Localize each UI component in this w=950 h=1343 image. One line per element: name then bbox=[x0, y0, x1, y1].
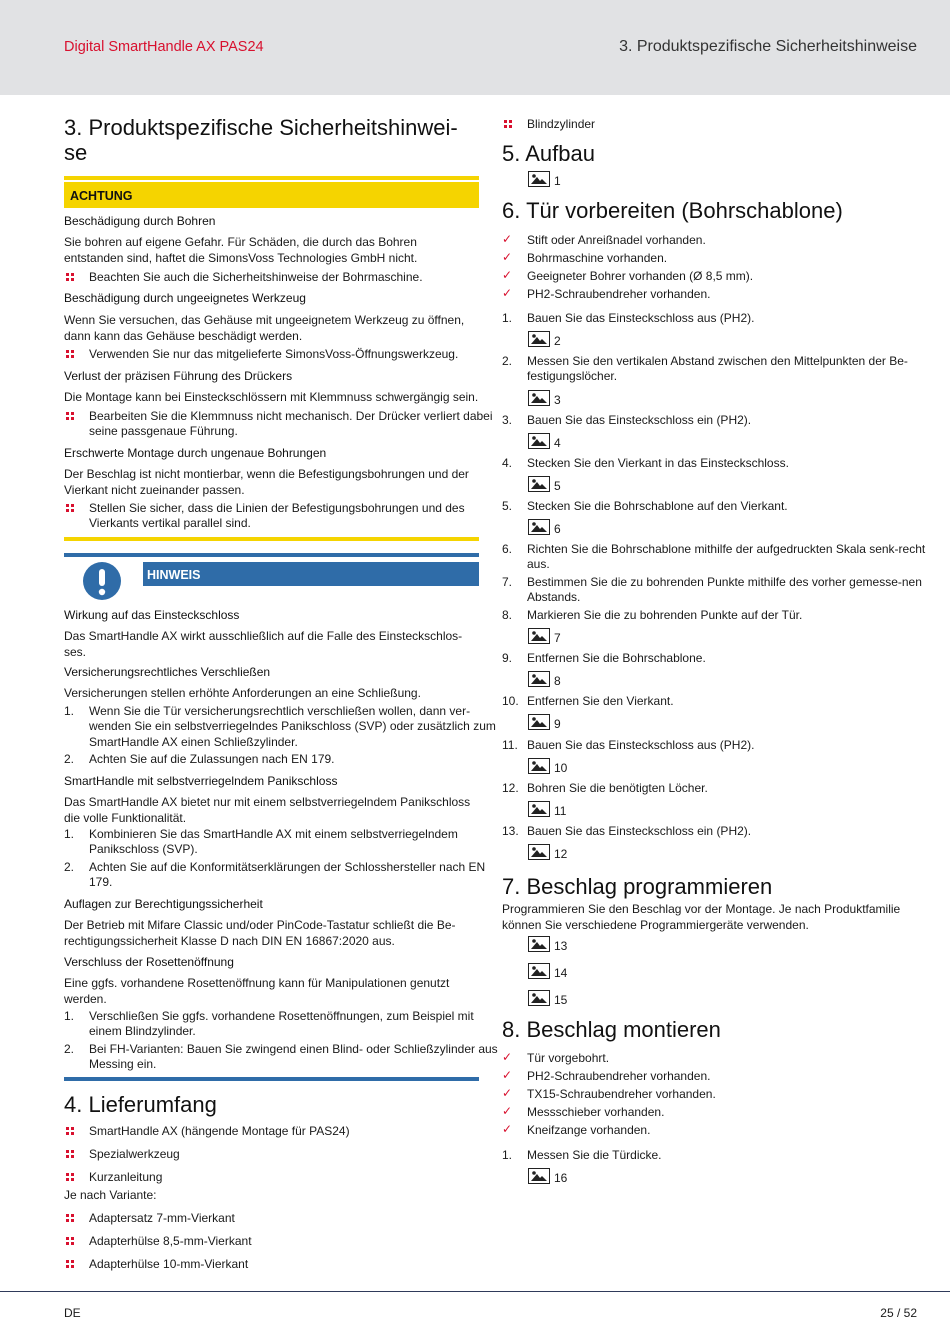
checkmark-icon: ✓ bbox=[502, 250, 513, 264]
tuer-step-5-number: 5. bbox=[502, 499, 513, 513]
tuer-step-5 bbox=[502, 499, 939, 514]
tuer-check-1 bbox=[502, 233, 942, 248]
image-number: 16 bbox=[554, 1171, 568, 1185]
lieferumfang-variant-item-2-text: Adapterhülse 8,5-mm-Vierkant bbox=[89, 1234, 252, 1248]
section-3-title: 3. Produktspezifische Sicherheitshinwei- se bbox=[64, 115, 458, 166]
montieren-step-1-text: Messen Sie die Türdicke. bbox=[527, 1148, 662, 1162]
checkmark-icon: ✓ bbox=[502, 232, 513, 246]
hinweis-list2-item-1-number: 1. bbox=[64, 704, 75, 718]
montieren-step-1 bbox=[502, 1148, 939, 1163]
montieren-step-1-number: 1. bbox=[502, 1148, 513, 1162]
image-placeholder-icon bbox=[528, 671, 550, 687]
achtung-bullet-4-text: Stellen Sie sicher, dass die Linien der Befestigungsbohrungen und des Vierkants vertikal parallel sind. bbox=[89, 501, 465, 531]
square-bullet-icon bbox=[66, 1150, 75, 1159]
tuer-check-2 bbox=[502, 251, 942, 266]
hinweis-list3-item-1-number: 1. bbox=[64, 827, 75, 841]
checkmark-icon: ✓ bbox=[502, 1104, 513, 1118]
image-placeholder-icon bbox=[528, 628, 550, 644]
lieferumfang-item-2-text: Spezialwerkzeug bbox=[89, 1147, 180, 1161]
tuer-step-11-number: 11. bbox=[502, 738, 518, 752]
montieren-check-4 bbox=[502, 1105, 942, 1120]
montieren-check-2-text: PH2-Schraubendreher vorhanden. bbox=[527, 1069, 711, 1083]
montieren-check-5-text: Kneifzange vorhanden. bbox=[527, 1123, 651, 1137]
programmieren-text: Programmieren Sie den Beschlag vor der Montage. Je nach Produktfamilie können Sie verschiedene Programmiergeräte verwenden. bbox=[502, 902, 901, 932]
tuer-step-3-text: Bauen Sie das Einsteckschloss ein (PH2). bbox=[527, 413, 752, 427]
hinweis-list5-item-2-text: Bei FH-Varianten: Bauen Sie zwingend einen Blind- oder Schließzylinder aus Messing ein. bbox=[89, 1042, 498, 1072]
tuer-check-4-text: PH2-Schraubendreher vorhanden. bbox=[527, 287, 711, 301]
achtung-heading-1: Beschädigung durch Bohren bbox=[64, 214, 216, 228]
hinweis-list3-item-2-number: 2. bbox=[64, 860, 75, 874]
montieren-check-3 bbox=[502, 1087, 942, 1102]
achtung-bullet-2-text: Verwenden Sie nur das mitgelieferte SimonsVoss-Öffnungswerkzeug. bbox=[89, 347, 459, 361]
tuer-check-3 bbox=[502, 269, 942, 284]
square-bullet-icon bbox=[66, 1260, 75, 1269]
montieren-check-5 bbox=[502, 1123, 942, 1138]
hinweis-list2-item-1 bbox=[64, 704, 501, 750]
variante-label: Je nach Variante: bbox=[64, 1188, 157, 1202]
image-number: 8 bbox=[554, 674, 561, 688]
hinweis-heading-5: Verschluss der Rosettenöffnung bbox=[64, 955, 234, 969]
square-bullet-icon bbox=[66, 1127, 75, 1136]
hinweis-list5-item-2-number: 2. bbox=[64, 1042, 75, 1056]
achtung-text-4: Der Beschlag ist nicht montierbar, wenn die Befestigungsbohrungen und der Vierkant nicht zueinander passen. bbox=[64, 467, 469, 497]
hinweis-list5-item-1-number: 1. bbox=[64, 1009, 75, 1023]
footer-divider bbox=[0, 1291, 950, 1292]
hinweis-heading-4: Auflagen zur Berechtigungssicherheit bbox=[64, 897, 263, 911]
hinweis-list5-item-1 bbox=[64, 1009, 504, 1040]
image-number: 1 bbox=[554, 174, 561, 188]
image-placeholder-icon bbox=[528, 758, 550, 774]
image-placeholder-icon bbox=[528, 801, 550, 817]
achtung-box bbox=[64, 182, 479, 208]
square-bullet-icon bbox=[66, 273, 75, 282]
hinweis-list2-item-2 bbox=[64, 752, 501, 767]
tuer-check-1-text: Stift oder Anreißnadel vorhanden. bbox=[527, 233, 706, 247]
tuer-step-10-number: 10. bbox=[502, 694, 519, 708]
image-number: 14 bbox=[554, 966, 568, 980]
section-title: 3. Produktspezifische Sicherheitshinweise bbox=[619, 38, 917, 55]
image-placeholder-icon bbox=[528, 433, 550, 449]
tuer-step-4-number: 4. bbox=[502, 456, 513, 470]
tuer-step-7 bbox=[502, 575, 939, 606]
checkmark-icon: ✓ bbox=[502, 1122, 513, 1136]
achtung-bottom-bar bbox=[64, 537, 479, 541]
tuer-step-9-text: Entfernen Sie die Bohrschablone. bbox=[527, 651, 706, 665]
image-placeholder-icon bbox=[528, 990, 550, 1006]
tuer-step-13 bbox=[502, 824, 939, 839]
lieferumfang-variant-item-2 bbox=[64, 1234, 499, 1249]
image-number: 12 bbox=[554, 847, 568, 861]
tuer-step-8 bbox=[502, 608, 939, 623]
montieren-check-4-text: Messschieber vorhanden. bbox=[527, 1105, 665, 1119]
checkmark-icon: ✓ bbox=[502, 1050, 513, 1064]
image-number: 3 bbox=[554, 393, 561, 407]
image-number: 4 bbox=[554, 436, 561, 450]
tuer-step-2-number: 2. bbox=[502, 354, 513, 368]
tuer-step-6-text: Richten Sie die Bohrschablone mithilfe der aufgedruckten Skala senk-recht aus. bbox=[527, 542, 926, 572]
footer-page-number: 25 / 52 bbox=[880, 1306, 917, 1320]
image-number: 10 bbox=[554, 761, 568, 775]
image-number: 7 bbox=[554, 631, 561, 645]
image-number: 13 bbox=[554, 939, 568, 953]
montieren-check-2 bbox=[502, 1069, 942, 1084]
hinweis-text-2: Versicherungen stellen erhöhte Anforderungen an eine Schließung. bbox=[64, 686, 421, 700]
tuer-step-10 bbox=[502, 694, 939, 709]
lieferumfang-variant-item-1-text: Adaptersatz 7-mm-Vierkant bbox=[89, 1211, 235, 1225]
lieferumfang-variant-item-3-text: Adapterhülse 10-mm-Vierkant bbox=[89, 1257, 249, 1271]
tuer-step-3 bbox=[502, 413, 939, 428]
tuer-step-9-number: 9. bbox=[502, 651, 513, 665]
hinweis-box bbox=[143, 562, 479, 586]
achtung-bullet-4 bbox=[64, 501, 499, 532]
tuer-step-10-text: Entfernen Sie den Vierkant. bbox=[527, 694, 674, 708]
checkmark-icon: ✓ bbox=[502, 1068, 513, 1082]
square-bullet-icon bbox=[66, 1214, 75, 1223]
hinweis-top-bar bbox=[64, 553, 479, 557]
section-4-title: 4. Lieferumfang bbox=[64, 1092, 217, 1117]
montieren-check-1-text: Tür vorgebohrt. bbox=[527, 1051, 610, 1065]
achtung-bullet-2 bbox=[64, 347, 499, 362]
image-number: 11 bbox=[554, 804, 567, 818]
checkmark-icon: ✓ bbox=[502, 286, 513, 300]
image-placeholder-icon bbox=[528, 519, 550, 535]
hinweis-heading-3: SmartHandle mit selbstverriegelndem Panikschloss bbox=[64, 774, 338, 788]
montieren-check-3-text: TX15-Schraubendreher vorhanden. bbox=[527, 1087, 716, 1101]
achtung-label: ACHTUNG bbox=[70, 189, 133, 203]
tuer-check-4 bbox=[502, 287, 942, 302]
hinweis-heading-1: Wirkung auf das Einsteckschloss bbox=[64, 608, 240, 622]
lieferumfang-item-3 bbox=[64, 1170, 499, 1185]
tuer-step-12-text: Bohren Sie die benötigten Löcher. bbox=[527, 781, 708, 795]
image-number: 9 bbox=[554, 717, 561, 731]
tuer-step-8-text: Markieren Sie die zu bohrenden Punkte auf der Tür. bbox=[527, 608, 803, 622]
achtung-heading-4: Erschwerte Montage durch ungenaue Bohrungen bbox=[64, 446, 327, 460]
tuer-step-1-text: Bauen Sie das Einsteckschloss aus (PH2). bbox=[527, 311, 755, 325]
hinweis-list3-item-2-text: Achten Sie auf die Konformitätserklärungen der Schlosshersteller nach EN 179. bbox=[89, 860, 486, 890]
tuer-step-2 bbox=[502, 354, 939, 385]
hinweis-text-1: Das SmartHandle AX wirkt ausschließlich auf die Falle des Einsteckschlos-ses. bbox=[64, 629, 463, 659]
image-placeholder-icon bbox=[528, 1168, 550, 1184]
hinweis-list3-item-2 bbox=[64, 860, 501, 891]
footer-language: DE bbox=[64, 1306, 81, 1320]
achtung-top-bar bbox=[64, 176, 479, 180]
checkmark-icon: ✓ bbox=[502, 1086, 513, 1100]
image-number: 15 bbox=[554, 993, 568, 1007]
tuer-step-13-number: 13. bbox=[502, 824, 519, 838]
image-number: 6 bbox=[554, 522, 561, 536]
hinweis-list2-item-2-text: Achten Sie auf die Zulassungen nach EN 179. bbox=[89, 752, 335, 766]
lieferumfang-item-1-text: SmartHandle AX (hängende Montage für PAS24) bbox=[89, 1124, 350, 1138]
hinweis-list2-item-1-text: Wenn Sie die Tür versicherungsrechtlich verschließen wollen, dann ver-wenden Sie ein selbstverriegelndes Panikschloss (SVP) oder zusätzlich zum SmartHandle AX einen Schließzylinder. bbox=[89, 704, 496, 749]
brand-title: Digital SmartHandle AX PAS24 bbox=[64, 39, 264, 55]
tuer-step-12-number: 12. bbox=[502, 781, 519, 795]
image-placeholder-icon bbox=[528, 963, 550, 979]
tuer-step-4-text: Stecken Sie den Vierkant in das Einsteckschloss. bbox=[527, 456, 789, 470]
tuer-step-7-number: 7. bbox=[502, 575, 513, 589]
tuer-step-1 bbox=[502, 311, 939, 326]
lieferumfang-item-3-text: Kurzanleitung bbox=[89, 1170, 163, 1184]
hinweis-bottom-bar bbox=[64, 1077, 479, 1081]
section-7-title: 7. Beschlag programmieren bbox=[502, 874, 773, 899]
lieferumfang-variant-item-1 bbox=[64, 1211, 499, 1226]
tuer-check-3-text: Geeigneter Bohrer vorhanden (Ø 8,5 mm). bbox=[527, 269, 754, 283]
tuer-step-11-text: Bauen Sie das Einsteckschloss aus (PH2). bbox=[527, 738, 755, 752]
hinweis-heading-2: Versicherungsrechtliches Verschließen bbox=[64, 665, 271, 679]
checkmark-icon: ✓ bbox=[502, 268, 513, 282]
hinweis-text-5: Eine ggfs. vorhandene Rosettenöffnung kann für Manipulationen genutzt werden. bbox=[64, 976, 450, 1006]
tuer-step-1-number: 1. bbox=[502, 311, 513, 325]
achtung-heading-3: Verlust der präzisen Führung des Drückers bbox=[64, 369, 293, 383]
hinweis-list3-item-1-text: Kombinieren Sie das SmartHandle AX mit einem selbstverriegelndem Panikschloss (SVP). bbox=[89, 827, 458, 857]
square-bullet-icon bbox=[66, 350, 75, 359]
achtung-text-2: Wenn Sie versuchen, das Gehäuse mit ungeeignetem Werkzeug zu öffnen, dann kann das Gehäuse beschädigt werden. bbox=[64, 313, 465, 343]
tuer-step-13-text: Bauen Sie das Einsteckschloss ein (PH2). bbox=[527, 824, 752, 838]
tuer-step-11 bbox=[502, 738, 939, 753]
montieren-check-1 bbox=[502, 1051, 942, 1066]
lieferumfang-variant-item-3 bbox=[64, 1257, 499, 1272]
hinweis-text-4: Der Betrieb mit Mifare Classic und/oder PinCode-Tastatur schließt die Be-rechtigungssicherheit Klasse D nach DIN EN 16867:2020 aus. bbox=[64, 918, 456, 948]
page-header bbox=[0, 0, 950, 95]
section-6-title: 6. Tür vorbereiten (Bohrschablone) bbox=[502, 198, 843, 223]
achtung-bullet-1 bbox=[64, 270, 499, 285]
square-bullet-icon bbox=[66, 1173, 75, 1182]
hinweis-text-3: Das SmartHandle AX bietet nur mit einem selbstverriegelndem Panikschloss die volle Funktionalität. bbox=[64, 795, 471, 825]
hinweis-label: HINWEIS bbox=[147, 568, 201, 582]
tuer-step-6-number: 6. bbox=[502, 542, 513, 556]
tuer-step-4 bbox=[502, 456, 939, 471]
tuer-step-6 bbox=[502, 542, 939, 573]
image-placeholder-icon bbox=[528, 331, 550, 347]
achtung-bullet-1-text: Beachten Sie auch die Sicherheitshinweise der Bohrmaschine. bbox=[89, 270, 423, 284]
list-item-blindzylinder: Blindzylinder bbox=[502, 117, 942, 132]
lieferumfang-item-1 bbox=[64, 1124, 499, 1139]
hinweis-list5-item-2 bbox=[64, 1042, 504, 1073]
tuer-step-8-number: 8. bbox=[502, 608, 513, 622]
achtung-bullet-3 bbox=[64, 409, 499, 440]
achtung-text-3: Die Montage kann bei Einsteckschlössern mit Klemmnuss schwergängig sein. bbox=[64, 390, 479, 404]
tuer-step-12 bbox=[502, 781, 939, 796]
tuer-step-9 bbox=[502, 651, 939, 666]
image-placeholder-icon bbox=[528, 936, 550, 952]
image-placeholder-icon bbox=[528, 714, 550, 730]
image-placeholder-icon bbox=[528, 171, 550, 187]
achtung-bullet-3-text: Bearbeiten Sie die Klemmnuss nicht mechanisch. Der Drücker verliert dabei seine passgenaue Führung. bbox=[89, 409, 493, 439]
square-bullet-icon bbox=[66, 1237, 75, 1246]
hinweis-list2-item-2-number: 2. bbox=[64, 752, 75, 766]
hinweis-list5-item-1-text: Verschließen Sie ggfs. vorhandene Rosettenöffnungen, zum Beispiel mit einem Blindzylinder. bbox=[89, 1009, 474, 1039]
section-8-title: 8. Beschlag montieren bbox=[502, 1017, 721, 1042]
image-placeholder-icon bbox=[528, 476, 550, 492]
lieferumfang-item-2 bbox=[64, 1147, 499, 1162]
hinweis-list3-item-1 bbox=[64, 827, 501, 858]
tuer-step-7-text: Bestimmen Sie die zu bohrenden Punkte mithilfe des vorher gemesse-nen Abstands. bbox=[527, 575, 922, 605]
tuer-step-2-text: Messen Sie den vertikalen Abstand zwischen den Mittelpunkten der Be-festigungslöcher. bbox=[527, 354, 908, 384]
image-placeholder-icon bbox=[528, 844, 550, 860]
square-bullet-icon bbox=[66, 504, 75, 513]
tuer-step-5-text: Stecken Sie die Bohrschablone auf den Vierkant. bbox=[527, 499, 788, 513]
image-placeholder-icon bbox=[528, 390, 550, 406]
achtung-text-1: Sie bohren auf eigene Gefahr. Für Schäden, die durch das Bohren entstanden sind, haftet die SimonsVoss Technologies GmbH nicht. bbox=[64, 235, 418, 265]
section-5-title: 5. Aufbau bbox=[502, 141, 595, 166]
image-number: 5 bbox=[554, 479, 561, 493]
tuer-step-3-number: 3. bbox=[502, 413, 513, 427]
square-bullet-icon bbox=[66, 412, 75, 421]
achtung-heading-2: Beschädigung durch ungeeignetes Werkzeug bbox=[64, 291, 306, 305]
image-number: 2 bbox=[554, 334, 561, 348]
hinweis-exclamation-icon bbox=[82, 561, 122, 601]
tuer-check-2-text: Bohrmaschine vorhanden. bbox=[527, 251, 668, 265]
